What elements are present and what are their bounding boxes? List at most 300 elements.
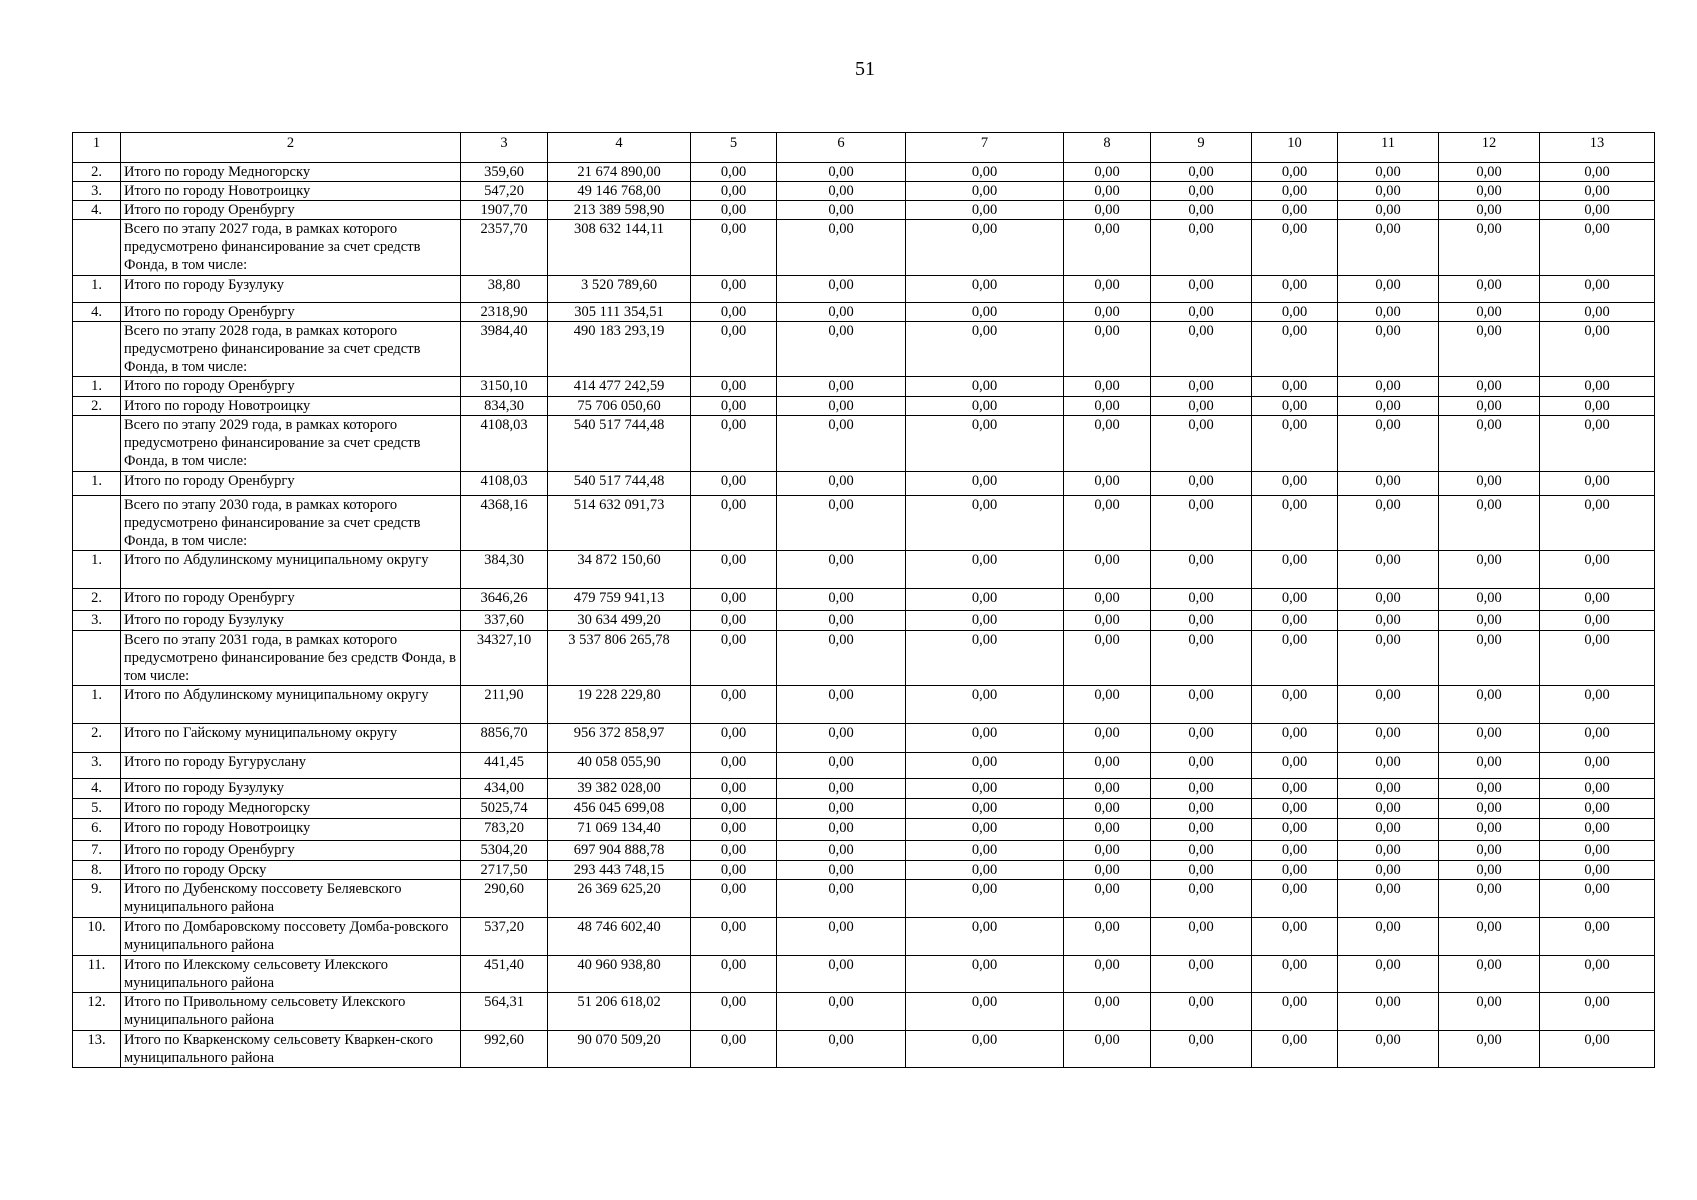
value-cell: 0,00 <box>1252 377 1338 397</box>
cost-cell: 540 517 744,48 <box>548 416 691 472</box>
value-cell: 0,00 <box>1540 163 1655 182</box>
value-cell: 0,00 <box>777 397 906 416</box>
value-cell: 0,00 <box>1439 993 1540 1031</box>
value-cell: 0,00 <box>906 220 1064 276</box>
value-cell: 0,00 <box>1252 724 1338 753</box>
value-cell: 0,00 <box>777 779 906 799</box>
value-cell: 0,00 <box>1439 377 1540 397</box>
table-row <box>73 201 1655 220</box>
value-cell: 0,00 <box>1338 276 1439 303</box>
area-cell: 4108,03 <box>461 472 548 496</box>
value-cell: 0,00 <box>1151 397 1252 416</box>
value-cell: 0,00 <box>1151 276 1252 303</box>
row-name-cell: Итого по городу Новотроицку <box>121 182 461 201</box>
value-cell: 0,00 <box>1540 631 1655 686</box>
row-name-cell: Итого по Дубенскому поссовету Беляевского муниципального района <box>121 880 461 918</box>
value-cell: 0,00 <box>691 631 777 686</box>
value-cell: 0,00 <box>1540 956 1655 993</box>
value-cell: 0,00 <box>1540 201 1655 220</box>
row-number-cell <box>73 496 121 551</box>
value-cell: 0,00 <box>1252 589 1338 611</box>
value-cell: 0,00 <box>906 753 1064 779</box>
value-cell: 0,00 <box>1540 472 1655 496</box>
value-cell: 0,00 <box>1540 686 1655 724</box>
value-cell: 0,00 <box>1151 880 1252 918</box>
row-name-cell: Итого по городу Медногорску <box>121 799 461 819</box>
value-cell: 0,00 <box>906 589 1064 611</box>
value-cell: 0,00 <box>777 724 906 753</box>
value-cell: 0,00 <box>1540 377 1655 397</box>
value-cell: 0,00 <box>691 303 777 322</box>
value-cell: 0,00 <box>1439 551 1540 589</box>
value-cell: 0,00 <box>691 182 777 201</box>
row-number-cell: 2. <box>73 163 121 182</box>
row-name-cell: Итого по Гайскому муниципальному округу <box>121 724 461 753</box>
table-row <box>73 779 1655 799</box>
row-name-cell: Итого по Домбаровскому поссовету Домба-ровского муниципального района <box>121 918 461 956</box>
value-cell: 0,00 <box>1338 472 1439 496</box>
area-cell: 451,40 <box>461 956 548 993</box>
value-cell: 0,00 <box>1439 956 1540 993</box>
value-cell: 0,00 <box>1338 397 1439 416</box>
value-cell: 0,00 <box>691 496 777 551</box>
row-number-cell: 6. <box>73 819 121 841</box>
cost-cell: 3 537 806 265,78 <box>548 631 691 686</box>
value-cell: 0,00 <box>1439 472 1540 496</box>
value-cell: 0,00 <box>777 993 906 1031</box>
value-cell: 0,00 <box>691 956 777 993</box>
value-cell: 0,00 <box>777 918 906 956</box>
value-cell: 0,00 <box>777 631 906 686</box>
value-cell: 0,00 <box>1439 841 1540 861</box>
row-number-cell: 3. <box>73 611 121 631</box>
row-number-cell: 3. <box>73 753 121 779</box>
value-cell: 0,00 <box>906 377 1064 397</box>
value-cell: 0,00 <box>1151 956 1252 993</box>
value-cell: 0,00 <box>1064 993 1151 1031</box>
value-cell: 0,00 <box>1151 551 1252 589</box>
area-cell: 290,60 <box>461 880 548 918</box>
value-cell: 0,00 <box>1439 220 1540 276</box>
cost-cell: 21 674 890,00 <box>548 163 691 182</box>
value-cell: 0,00 <box>691 819 777 841</box>
area-cell: 783,20 <box>461 819 548 841</box>
row-name-cell: Итого по городу Бузулуку <box>121 276 461 303</box>
cost-cell: 71 069 134,40 <box>548 819 691 841</box>
value-cell: 0,00 <box>1252 779 1338 799</box>
area-cell: 4108,03 <box>461 416 548 472</box>
table-row <box>73 322 1655 377</box>
value-cell: 0,00 <box>1252 220 1338 276</box>
value-cell: 0,00 <box>691 551 777 589</box>
value-cell: 0,00 <box>1064 819 1151 841</box>
table-body <box>73 133 1655 1068</box>
table-row <box>73 861 1655 880</box>
value-cell: 0,00 <box>906 1031 1064 1068</box>
row-number-cell: 1. <box>73 686 121 724</box>
value-cell: 0,00 <box>1540 799 1655 819</box>
row-name-cell: Итого по городу Оренбургу <box>121 303 461 322</box>
column-header: 3 <box>461 133 548 163</box>
cost-cell: 40 960 938,80 <box>548 956 691 993</box>
value-cell: 0,00 <box>1151 686 1252 724</box>
value-cell: 0,00 <box>1439 880 1540 918</box>
value-cell: 0,00 <box>1338 303 1439 322</box>
value-cell: 0,00 <box>1439 201 1540 220</box>
cost-cell: 30 634 499,20 <box>548 611 691 631</box>
cost-cell: 697 904 888,78 <box>548 841 691 861</box>
value-cell: 0,00 <box>777 472 906 496</box>
value-cell: 0,00 <box>1540 993 1655 1031</box>
value-cell: 0,00 <box>1151 472 1252 496</box>
value-cell: 0,00 <box>1540 753 1655 779</box>
table-row <box>73 686 1655 724</box>
value-cell: 0,00 <box>691 397 777 416</box>
value-cell: 0,00 <box>1540 416 1655 472</box>
cost-cell: 414 477 242,59 <box>548 377 691 397</box>
area-cell: 5025,74 <box>461 799 548 819</box>
value-cell: 0,00 <box>1439 779 1540 799</box>
value-cell: 0,00 <box>777 201 906 220</box>
column-header: 1 <box>73 133 121 163</box>
row-number-cell: 11. <box>73 956 121 993</box>
value-cell: 0,00 <box>1252 182 1338 201</box>
value-cell: 0,00 <box>1064 397 1151 416</box>
value-cell: 0,00 <box>777 377 906 397</box>
value-cell: 0,00 <box>691 779 777 799</box>
row-number-cell <box>73 322 121 377</box>
value-cell: 0,00 <box>1064 724 1151 753</box>
row-name-cell: Итого по городу Оренбургу <box>121 841 461 861</box>
value-cell: 0,00 <box>906 956 1064 993</box>
value-cell: 0,00 <box>1338 779 1439 799</box>
row-name-cell: Итого по Абдулинскому муниципальному округу <box>121 551 461 589</box>
value-cell: 0,00 <box>1338 322 1439 377</box>
row-name-cell: Итого по городу Оренбургу <box>121 472 461 496</box>
value-cell: 0,00 <box>1064 377 1151 397</box>
value-cell: 0,00 <box>906 276 1064 303</box>
value-cell: 0,00 <box>1151 589 1252 611</box>
value-cell: 0,00 <box>691 841 777 861</box>
row-name-cell: Итого по Абдулинскому муниципальному округу <box>121 686 461 724</box>
value-cell: 0,00 <box>1064 589 1151 611</box>
value-cell: 0,00 <box>1439 496 1540 551</box>
value-cell: 0,00 <box>1151 163 1252 182</box>
table-row <box>73 841 1655 861</box>
row-number-cell: 2. <box>73 397 121 416</box>
value-cell: 0,00 <box>1540 303 1655 322</box>
cost-cell: 293 443 748,15 <box>548 861 691 880</box>
value-cell: 0,00 <box>1064 841 1151 861</box>
value-cell: 0,00 <box>1252 551 1338 589</box>
value-cell: 0,00 <box>1252 397 1338 416</box>
table-row <box>73 416 1655 472</box>
cost-cell: 34 872 150,60 <box>548 551 691 589</box>
area-cell: 441,45 <box>461 753 548 779</box>
value-cell: 0,00 <box>777 416 906 472</box>
value-cell: 0,00 <box>906 416 1064 472</box>
value-cell: 0,00 <box>1064 163 1151 182</box>
value-cell: 0,00 <box>1540 496 1655 551</box>
value-cell: 0,00 <box>1252 841 1338 861</box>
value-cell: 0,00 <box>1439 416 1540 472</box>
value-cell: 0,00 <box>906 686 1064 724</box>
value-cell: 0,00 <box>1338 724 1439 753</box>
row-number-cell: 2. <box>73 724 121 753</box>
value-cell: 0,00 <box>1064 220 1151 276</box>
value-cell: 0,00 <box>1151 918 1252 956</box>
value-cell: 0,00 <box>1338 956 1439 993</box>
table-row <box>73 880 1655 918</box>
cost-cell: 51 206 618,02 <box>548 993 691 1031</box>
value-cell: 0,00 <box>906 799 1064 819</box>
value-cell: 0,00 <box>1338 753 1439 779</box>
row-name-cell: Всего по этапу 2027 года, в рамках которого предусмотрено финансирование за счет средств Фонда, в том числе: <box>121 220 461 276</box>
value-cell: 0,00 <box>906 779 1064 799</box>
table-row <box>73 377 1655 397</box>
value-cell: 0,00 <box>1252 303 1338 322</box>
cost-cell: 490 183 293,19 <box>548 322 691 377</box>
value-cell: 0,00 <box>1064 799 1151 819</box>
table-row <box>73 397 1655 416</box>
cost-cell: 3 520 789,60 <box>548 276 691 303</box>
value-cell: 0,00 <box>1151 322 1252 377</box>
value-cell: 0,00 <box>1064 753 1151 779</box>
value-cell: 0,00 <box>1252 322 1338 377</box>
area-cell: 5304,20 <box>461 841 548 861</box>
row-number-cell: 3. <box>73 182 121 201</box>
value-cell: 0,00 <box>1338 880 1439 918</box>
value-cell: 0,00 <box>1252 880 1338 918</box>
value-cell: 0,00 <box>906 631 1064 686</box>
value-cell: 0,00 <box>1338 631 1439 686</box>
value-cell: 0,00 <box>777 799 906 819</box>
value-cell: 0,00 <box>777 956 906 993</box>
value-cell: 0,00 <box>1252 472 1338 496</box>
value-cell: 0,00 <box>777 303 906 322</box>
value-cell: 0,00 <box>1338 182 1439 201</box>
table-row <box>73 799 1655 819</box>
table-row <box>73 993 1655 1031</box>
column-header: 12 <box>1439 133 1540 163</box>
cost-cell: 305 111 354,51 <box>548 303 691 322</box>
row-number-cell: 12. <box>73 993 121 1031</box>
table-row <box>73 220 1655 276</box>
cost-cell: 956 372 858,97 <box>548 724 691 753</box>
value-cell: 0,00 <box>1338 201 1439 220</box>
row-number-cell: 1. <box>73 472 121 496</box>
row-number-cell <box>73 631 121 686</box>
value-cell: 0,00 <box>1338 589 1439 611</box>
value-cell: 0,00 <box>1064 880 1151 918</box>
row-number-cell <box>73 220 121 276</box>
value-cell: 0,00 <box>1338 841 1439 861</box>
value-cell: 0,00 <box>906 918 1064 956</box>
value-cell: 0,00 <box>1252 611 1338 631</box>
area-cell: 434,00 <box>461 779 548 799</box>
value-cell: 0,00 <box>691 753 777 779</box>
table-row <box>73 631 1655 686</box>
value-cell: 0,00 <box>906 182 1064 201</box>
value-cell: 0,00 <box>1252 1031 1338 1068</box>
cost-cell: 213 389 598,90 <box>548 201 691 220</box>
row-number-cell <box>73 416 121 472</box>
value-cell: 0,00 <box>906 322 1064 377</box>
value-cell: 0,00 <box>777 861 906 880</box>
value-cell: 0,00 <box>1338 918 1439 956</box>
area-cell: 2357,70 <box>461 220 548 276</box>
value-cell: 0,00 <box>1252 201 1338 220</box>
value-cell: 0,00 <box>1439 631 1540 686</box>
value-cell: 0,00 <box>906 201 1064 220</box>
column-header: 10 <box>1252 133 1338 163</box>
value-cell: 0,00 <box>1338 1031 1439 1068</box>
value-cell: 0,00 <box>691 799 777 819</box>
cost-cell: 49 146 768,00 <box>548 182 691 201</box>
data-table <box>72 132 1655 1068</box>
cost-cell: 19 228 229,80 <box>548 686 691 724</box>
row-name-cell: Итого по городу Бузулуку <box>121 779 461 799</box>
value-cell: 0,00 <box>1540 551 1655 589</box>
row-number-cell: 1. <box>73 276 121 303</box>
value-cell: 0,00 <box>1338 377 1439 397</box>
value-cell: 0,00 <box>1338 819 1439 841</box>
area-cell: 4368,16 <box>461 496 548 551</box>
cost-cell: 479 759 941,13 <box>548 589 691 611</box>
table-row <box>73 182 1655 201</box>
column-header: 13 <box>1540 133 1655 163</box>
value-cell: 0,00 <box>1252 496 1338 551</box>
table-header-row <box>73 133 1655 163</box>
row-name-cell: Итого по городу Новотроицку <box>121 819 461 841</box>
area-cell: 337,60 <box>461 611 548 631</box>
column-header: 7 <box>906 133 1064 163</box>
area-cell: 211,90 <box>461 686 548 724</box>
row-name-cell: Итого по городу Оренбургу <box>121 589 461 611</box>
value-cell: 0,00 <box>1064 182 1151 201</box>
area-cell: 564,31 <box>461 993 548 1031</box>
value-cell: 0,00 <box>1064 631 1151 686</box>
value-cell: 0,00 <box>1151 496 1252 551</box>
cost-cell: 456 045 699,08 <box>548 799 691 819</box>
value-cell: 0,00 <box>777 276 906 303</box>
value-cell: 0,00 <box>1540 220 1655 276</box>
area-cell: 34327,10 <box>461 631 548 686</box>
area-cell: 1907,70 <box>461 201 548 220</box>
value-cell: 0,00 <box>777 322 906 377</box>
area-cell: 2717,50 <box>461 861 548 880</box>
value-cell: 0,00 <box>691 1031 777 1068</box>
value-cell: 0,00 <box>906 819 1064 841</box>
value-cell: 0,00 <box>1064 779 1151 799</box>
value-cell: 0,00 <box>1439 611 1540 631</box>
value-cell: 0,00 <box>1252 276 1338 303</box>
value-cell: 0,00 <box>1151 841 1252 861</box>
row-number-cell: 4. <box>73 201 121 220</box>
value-cell: 0,00 <box>777 880 906 918</box>
area-cell: 834,30 <box>461 397 548 416</box>
cost-cell: 90 070 509,20 <box>548 1031 691 1068</box>
value-cell: 0,00 <box>691 163 777 182</box>
area-cell: 3150,10 <box>461 377 548 397</box>
value-cell: 0,00 <box>691 686 777 724</box>
area-cell: 8856,70 <box>461 724 548 753</box>
row-number-cell: 8. <box>73 861 121 880</box>
value-cell: 0,00 <box>1252 416 1338 472</box>
column-header: 6 <box>777 133 906 163</box>
value-cell: 0,00 <box>691 918 777 956</box>
value-cell: 0,00 <box>691 377 777 397</box>
value-cell: 0,00 <box>691 589 777 611</box>
value-cell: 0,00 <box>1252 918 1338 956</box>
cost-cell: 40 058 055,90 <box>548 753 691 779</box>
value-cell: 0,00 <box>777 753 906 779</box>
table-row <box>73 551 1655 589</box>
value-cell: 0,00 <box>1338 551 1439 589</box>
value-cell: 0,00 <box>1540 841 1655 861</box>
value-cell: 0,00 <box>1151 220 1252 276</box>
table-row <box>73 956 1655 993</box>
value-cell: 0,00 <box>1252 861 1338 880</box>
table-row <box>73 819 1655 841</box>
value-cell: 0,00 <box>1252 686 1338 724</box>
value-cell: 0,00 <box>777 686 906 724</box>
value-cell: 0,00 <box>777 551 906 589</box>
table-row <box>73 1031 1655 1068</box>
area-cell: 537,20 <box>461 918 548 956</box>
value-cell: 0,00 <box>1439 276 1540 303</box>
column-header: 11 <box>1338 133 1439 163</box>
row-number-cell: 1. <box>73 377 121 397</box>
table-row <box>73 724 1655 753</box>
value-cell: 0,00 <box>906 397 1064 416</box>
value-cell: 0,00 <box>691 220 777 276</box>
value-cell: 0,00 <box>691 472 777 496</box>
value-cell: 0,00 <box>1064 496 1151 551</box>
area-cell: 359,60 <box>461 163 548 182</box>
row-number-cell: 4. <box>73 303 121 322</box>
value-cell: 0,00 <box>906 724 1064 753</box>
area-cell: 38,80 <box>461 276 548 303</box>
value-cell: 0,00 <box>691 880 777 918</box>
value-cell: 0,00 <box>906 496 1064 551</box>
area-cell: 3984,40 <box>461 322 548 377</box>
value-cell: 0,00 <box>691 861 777 880</box>
value-cell: 0,00 <box>1439 686 1540 724</box>
value-cell: 0,00 <box>906 611 1064 631</box>
value-cell: 0,00 <box>1338 416 1439 472</box>
value-cell: 0,00 <box>777 496 906 551</box>
column-header: 4 <box>548 133 691 163</box>
value-cell: 0,00 <box>1064 303 1151 322</box>
cost-cell: 26 369 625,20 <box>548 880 691 918</box>
row-name-cell: Всего по этапу 2031 года, в рамках которого предусмотрено финансирование без средств Фонда, в том числе: <box>121 631 461 686</box>
value-cell: 0,00 <box>1151 819 1252 841</box>
row-name-cell: Итого по городу Новотроицку <box>121 397 461 416</box>
value-cell: 0,00 <box>1439 182 1540 201</box>
table-row <box>73 472 1655 496</box>
row-number-cell: 10. <box>73 918 121 956</box>
value-cell: 0,00 <box>1540 779 1655 799</box>
value-cell: 0,00 <box>1252 799 1338 819</box>
cost-cell: 540 517 744,48 <box>548 472 691 496</box>
value-cell: 0,00 <box>1064 1031 1151 1068</box>
row-name-cell: Итого по городу Бузулуку <box>121 611 461 631</box>
value-cell: 0,00 <box>1439 589 1540 611</box>
row-name-cell: Всего по этапу 2028 года, в рамках которого предусмотрено финансирование за счет средств Фонда, в том числе: <box>121 322 461 377</box>
value-cell: 0,00 <box>1439 799 1540 819</box>
cost-cell: 48 746 602,40 <box>548 918 691 956</box>
